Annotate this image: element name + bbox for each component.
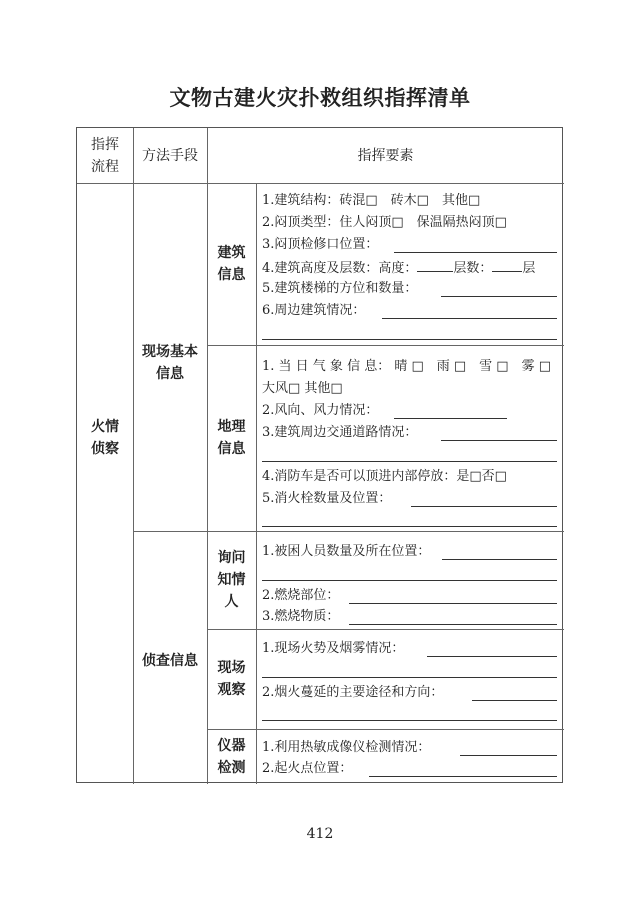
building-item-4	[262, 257, 535, 279]
building-item-3-label: 3.闷顶检修口位置：	[262, 237, 379, 252]
label-geo-info: 地理 信息	[217, 419, 246, 457]
blank-field[interactable]	[442, 559, 557, 560]
row-divider	[207, 729, 564, 730]
blank-field[interactable]	[349, 603, 557, 604]
blank-field[interactable]	[427, 656, 557, 657]
blank-field[interactable]	[460, 755, 557, 756]
building-item-4-label: 4.建筑高度及层数：高度：	[262, 261, 418, 276]
label-instrument: 仪器 检测	[217, 737, 246, 776]
inquiry-item-3: 3.燃烧物质：	[262, 609, 340, 624]
command-checklist-table	[76, 127, 563, 783]
row-divider	[207, 629, 564, 630]
building-item-1: 1.建筑结构：砖混□ 砖木□ 其他□	[262, 193, 481, 208]
blank-field[interactable]	[369, 776, 557, 777]
document-title: 文物古建火灾扑救组织指挥清单	[169, 85, 471, 110]
blank-field[interactable]	[262, 526, 557, 527]
building-item-5: 5.建筑楼梯的方位和数量：	[262, 281, 418, 296]
blank-field[interactable]	[262, 461, 557, 462]
floors-blank[interactable]	[492, 257, 522, 272]
blank-field[interactable]	[441, 440, 557, 441]
blank-field[interactable]	[394, 252, 557, 253]
header-elements: 指挥要素	[357, 147, 414, 164]
geo-item-3: 3.建筑周边交通道路情况：	[262, 425, 418, 440]
inquiry-item-1: 1.被困人员数量及所在位置：	[262, 544, 431, 559]
building-item-2: 2.闷顶类型：住人闷顶□ 保温隔热闷顶□	[262, 215, 507, 230]
geo-item-2: 2.风向、风力情况：	[262, 403, 379, 418]
instrument-item-2: 2.起火点位置：	[262, 761, 353, 776]
method-site-basic: 现场基本 信息	[142, 344, 198, 382]
blank-field[interactable]	[262, 677, 557, 678]
header-divider	[77, 183, 564, 184]
floors-unit: 层	[522, 261, 536, 276]
floors-label: 层数：	[453, 261, 493, 276]
blank-field[interactable]	[262, 580, 557, 581]
blank-field[interactable]	[382, 318, 557, 319]
blank-field[interactable]	[441, 296, 557, 297]
inquiry-item-2: 2.燃烧部位：	[262, 588, 340, 603]
height-blank[interactable]	[417, 257, 453, 272]
col3-divider	[256, 183, 257, 784]
header-process: 指挥 流程	[91, 136, 119, 175]
building-item-3	[262, 235, 378, 255]
blank-field[interactable]	[394, 418, 507, 419]
row-divider	[207, 345, 564, 346]
process-fire-recon: 火情 侦察	[91, 419, 119, 457]
page-number: 412	[306, 826, 334, 842]
col1-divider	[133, 128, 134, 784]
geo-item-4: 4.消防车是否可以顶进内部停放：是□否□	[262, 469, 507, 484]
label-observe: 现场 观察	[217, 660, 246, 698]
blank-field[interactable]	[411, 506, 557, 507]
blank-field[interactable]	[349, 624, 557, 625]
method-recon-info: 侦查信息	[142, 653, 198, 669]
instrument-item-1: 1.利用热敏成像仪检测情况：	[262, 740, 431, 755]
label-inquiry: 询问 知情 人	[217, 550, 246, 610]
blank-field[interactable]	[472, 700, 557, 701]
blank-field[interactable]	[262, 339, 557, 340]
geo-item-1b: 大风□ 其他□	[262, 381, 343, 396]
geo-item-1: 1. 当 日 气 象 信 息： 晴 □ 雨 □ 雪 □ 雾 □	[262, 359, 551, 374]
observe-item-1: 1.现场火势及烟雾情况：	[262, 641, 405, 656]
geo-item-5: 5.消火栓数量及位置：	[262, 491, 392, 506]
header-method: 方法手段	[142, 147, 198, 164]
blank-field[interactable]	[262, 720, 557, 721]
observe-item-2: 2.烟火蔓延的主要途径和方向：	[262, 685, 444, 700]
row-divider	[133, 531, 564, 532]
label-building-info: 建筑 信息	[217, 245, 246, 283]
building-item-6: 6.周边建筑情况：	[262, 303, 366, 318]
